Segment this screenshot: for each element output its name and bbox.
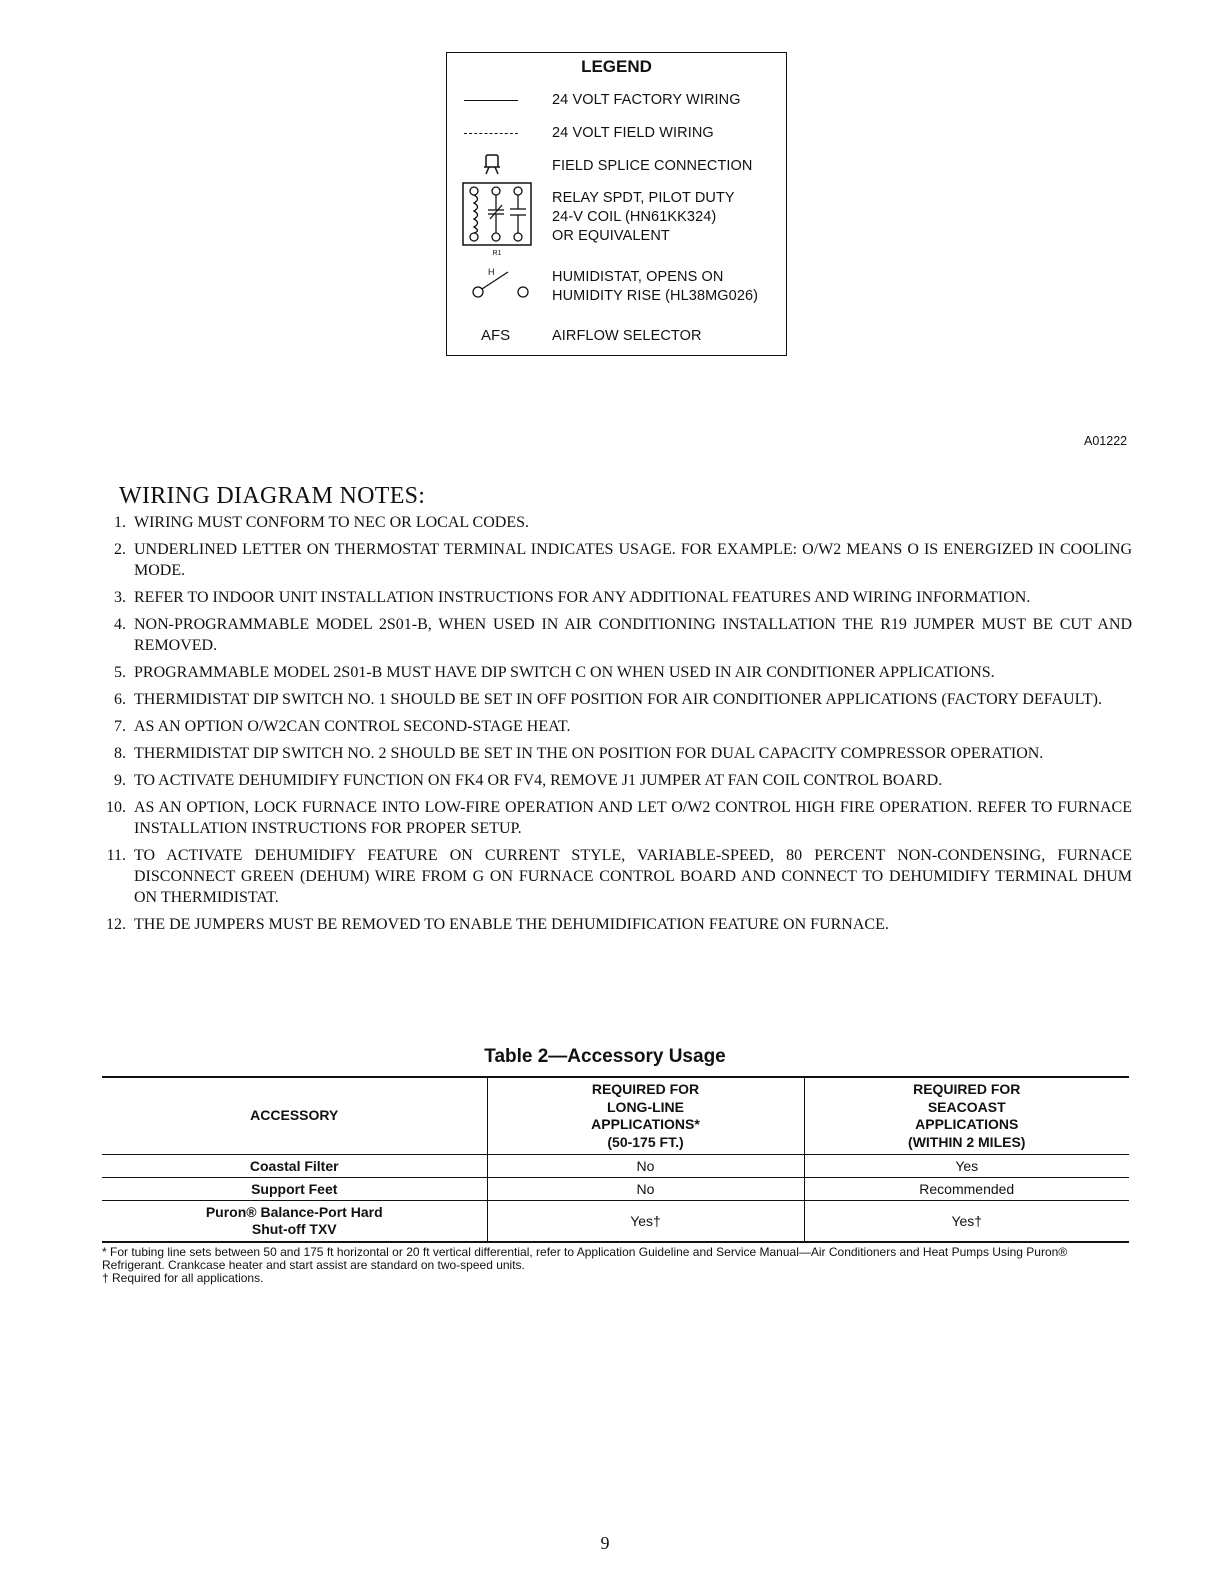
table-title: Table 2—Accessory Usage xyxy=(484,1046,726,1067)
note-number: 3. xyxy=(114,589,126,606)
note-text: TO ACTIVATE DEHUMIDIFY FEATURE ON CURRENT STYLE, VARIABLE-SPEED, 80 PERCENT NON-CONDENSING, FURNACE DISCONNECT GREEN (DEHUM) WIRE FROM G ON FURNACE CONTROL BOARD AND CONNECT TO DEHUMIDIFY TERMINAL DHUM ON THERMIDISTAT. xyxy=(134,847,1132,906)
note-number: 4. xyxy=(114,616,126,633)
note-number: 11. xyxy=(106,847,126,864)
accessory-usage-table xyxy=(102,1076,1129,1243)
note-item xyxy=(102,614,1132,656)
afs-symbol: AFS xyxy=(481,327,511,344)
note-number: 2. xyxy=(114,541,126,558)
table-header-row xyxy=(102,1077,1129,1155)
note-item xyxy=(102,689,1132,710)
note-text: NON-PROGRAMMABLE MODEL 2S01-B, WHEN USED IN AIR CONDITIONING INSTALLATION THE R19 JUMPER MUST BE CUT AND REMOVED. xyxy=(134,616,1132,654)
table-row xyxy=(102,1178,1129,1201)
legend-box xyxy=(446,52,787,356)
note-item xyxy=(102,716,1132,737)
field-splice-icon xyxy=(482,154,502,176)
cell-seacoast: Yes xyxy=(804,1155,1129,1178)
note-text: UNDERLINED LETTER ON THERMOSTAT TERMINAL INDICATES USAGE. FOR EXAMPLE: O/W2 MEANS O IS ENERGIZED IN COOLING MODE. xyxy=(134,541,1132,579)
note-text: AS AN OPTION, LOCK FURNACE INTO LOW-FIRE OPERATION AND LET O/W2 CONTROL HIGH FIRE OPERATION. REFER TO FURNACE INSTALLATION INSTRUCTIONS FOR PROPER SETUP. xyxy=(134,799,1132,837)
legend-title: LEGEND xyxy=(581,57,652,76)
note-text: THERMIDISTAT DIP SWITCH NO. 2 SHOULD BE SET IN THE ON POSITION FOR DUAL CAPACITY COMPRESSOR OPERATION. xyxy=(134,745,1044,762)
humidistat-symbol-label: H xyxy=(488,267,495,277)
column-header-seacoast xyxy=(804,1077,1129,1155)
note-text: WIRING MUST CONFORM TO NEC OR LOCAL CODES. xyxy=(134,514,529,531)
legend-label: 24 VOLT FIELD WIRING xyxy=(552,125,714,141)
note-item xyxy=(102,662,1132,683)
cell-long-line: No xyxy=(487,1178,804,1201)
footnote: † Required for all applications. xyxy=(102,1271,264,1285)
note-number: 8. xyxy=(114,745,126,762)
legend-label: AIRFLOW SELECTOR xyxy=(552,328,702,344)
humidistat-icon xyxy=(466,264,536,300)
header-line: APPLICATIONS xyxy=(915,1116,1019,1132)
column-header-accessory xyxy=(102,1077,487,1155)
dashed-line-icon xyxy=(464,133,518,134)
notes-list xyxy=(102,512,1132,941)
cell-long-line: Yes† xyxy=(487,1201,804,1243)
cell-text: Support Feet xyxy=(251,1180,338,1197)
solid-line-icon xyxy=(464,100,518,101)
table-row xyxy=(102,1201,1129,1243)
note-item xyxy=(102,539,1132,581)
note-item xyxy=(102,845,1132,908)
note-text: THE DE JUMPERS MUST BE REMOVED TO ENABLE THE DEHUMIDIFICATION FEATURE ON FURNACE. xyxy=(134,916,889,933)
note-item xyxy=(102,587,1132,608)
note-item xyxy=(102,914,1132,935)
note-item xyxy=(102,797,1132,839)
cell-seacoast: Yes† xyxy=(804,1201,1129,1243)
cell-long-line: No xyxy=(487,1155,804,1178)
note-text: PROGRAMMABLE MODEL 2S01-B MUST HAVE DIP SWITCH C ON WHEN USED IN AIR CONDITIONER APPLICATIONS. xyxy=(134,664,995,681)
notes-title: WIRING DIAGRAM NOTES: xyxy=(119,483,426,509)
footnote: * For tubing line sets between 50 and 175 ft horizontal or 20 ft vertical differential, refer to Application Guideline and Service Manual—Air Conditioners and Heat Pumps Using Puron® Refrigerant. Crankcase heater and start assist are standard on two-speed units. xyxy=(102,1245,1068,1272)
header-line: REQUIRED FOR xyxy=(591,1081,700,1097)
figure-id: A01222 xyxy=(1084,434,1128,448)
note-text: AS AN OPTION O/W2CAN CONTROL SECOND-STAGE HEAT. xyxy=(134,718,571,735)
legend-label: 24 VOLT FACTORY WIRING xyxy=(552,92,741,108)
legend-label xyxy=(552,268,758,306)
note-item xyxy=(102,512,1132,533)
note-text: TO ACTIVATE DEHUMIDIFY FUNCTION ON FK4 OR FV4, REMOVE J1 JUMPER AT FAN COIL CONTROL BOARD. xyxy=(134,772,943,789)
cell-accessory xyxy=(102,1178,487,1201)
note-number: 5. xyxy=(114,664,126,681)
legend-label-line: HUMIDITY RISE (HL38MG026) xyxy=(552,288,759,304)
note-number: 1. xyxy=(114,514,126,531)
header-line: SEACOAST xyxy=(927,1098,1006,1115)
note-number: 9. xyxy=(114,772,126,789)
legend-label-line: 24-V COIL (HN61KK324) xyxy=(552,209,717,225)
cell-text: Puron® Balance-Port Hard xyxy=(205,1204,383,1220)
legend-label-line: RELAY SPDT, PILOT DUTY xyxy=(552,190,735,206)
note-item xyxy=(102,770,1132,791)
table-footnotes xyxy=(102,1246,1132,1285)
cell-text: Shut-off TXV xyxy=(251,1221,337,1237)
note-number: 10. xyxy=(106,799,126,816)
legend-label-line: OR EQUIVALENT xyxy=(552,228,670,244)
note-item xyxy=(102,743,1132,764)
header-line: REQUIRED FOR xyxy=(913,1081,1021,1097)
column-header-long-line xyxy=(487,1077,804,1155)
note-text: REFER TO INDOOR UNIT INSTALLATION INSTRUCTIONS FOR ANY ADDITIONAL FEATURES AND WIRING INFORMATION. xyxy=(134,589,1031,606)
cell-seacoast: Recommended xyxy=(804,1178,1129,1201)
table-row xyxy=(102,1155,1129,1178)
note-number: 6. xyxy=(114,691,126,708)
note-text: THERMIDISTAT DIP SWITCH NO. 1 SHOULD BE SET IN OFF POSITION FOR AIR CONDITIONER APPLICATIONS (FACTORY DEFAULT). xyxy=(134,691,1102,708)
note-number: 12. xyxy=(106,916,126,933)
relay-icon xyxy=(462,182,536,257)
header-line: LONG-LINE xyxy=(607,1098,684,1115)
cell-accessory xyxy=(102,1201,487,1243)
legend-label: FIELD SPLICE CONNECTION xyxy=(552,158,753,174)
header-line: APPLICATIONS* xyxy=(591,1116,700,1132)
cell-text: Coastal Filter xyxy=(249,1157,339,1174)
header-line: (50-175 FT.) xyxy=(607,1133,684,1150)
page-number: 9 xyxy=(600,1533,610,1553)
legend-label xyxy=(552,189,735,246)
header-line: ACCESSORY xyxy=(250,1107,339,1124)
legend-label-line: HUMIDISTAT, OPENS ON xyxy=(552,269,724,285)
cell-accessory xyxy=(102,1155,487,1178)
header-line: (WITHIN 2 MILES) xyxy=(908,1133,1026,1150)
relay-symbol-label: R1 xyxy=(492,250,502,257)
note-number: 7. xyxy=(114,718,126,735)
